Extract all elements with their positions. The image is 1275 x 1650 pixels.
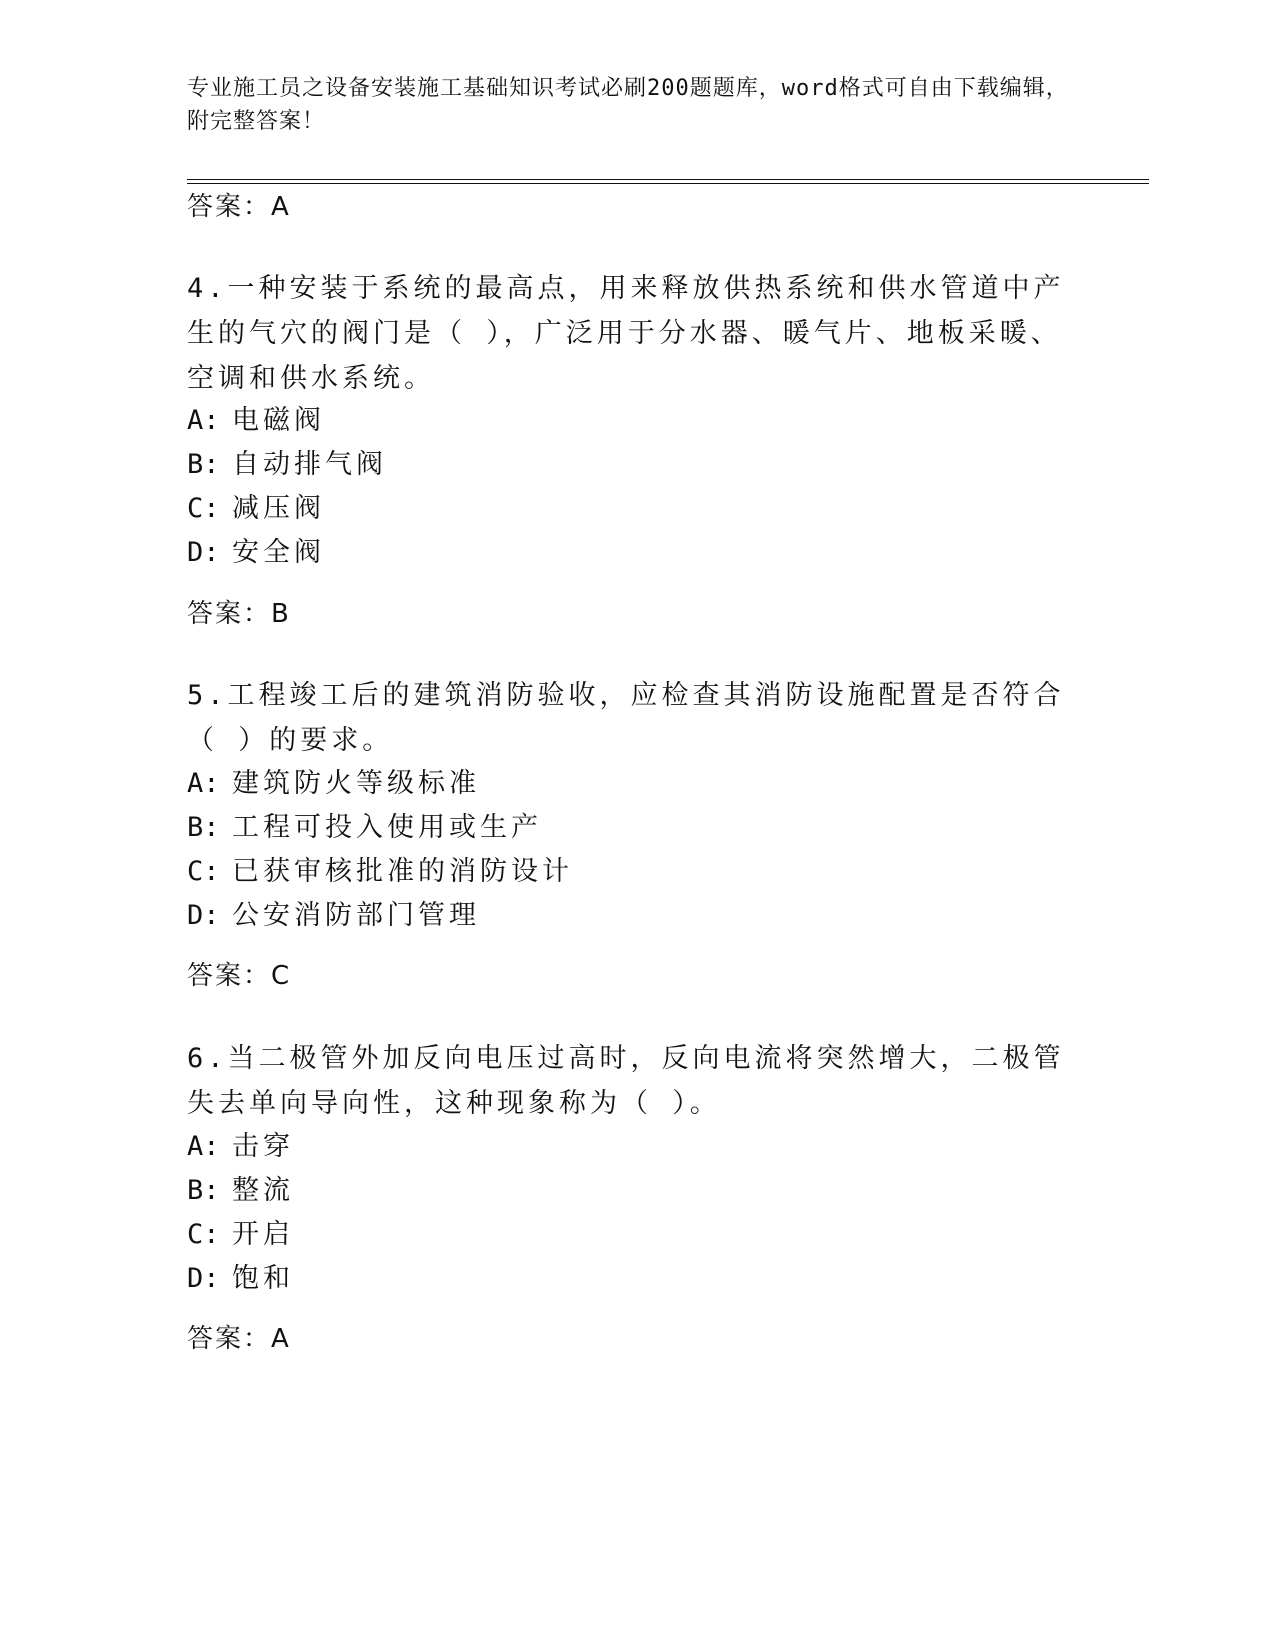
- option-letter: B:: [187, 812, 220, 843]
- question-text: 6.当二极管外加反向电压过高时，反向电流将突然增大，二极管失去单向导向性，这种现象称为（ ）。: [187, 1043, 1065, 1119]
- option-letter: B:: [187, 1175, 220, 1206]
- option-text: 开启: [232, 1219, 294, 1250]
- option-c: [187, 1212, 294, 1257]
- header-divider-top: [187, 179, 1149, 180]
- answer-line: 答案：C: [187, 961, 292, 991]
- option-letter: D:: [187, 1263, 220, 1294]
- option-d: [187, 893, 480, 938]
- option-text: 工程可投入使用或生产: [232, 812, 542, 843]
- option-b: [187, 442, 387, 487]
- option-text: 已获审核批准的消防设计: [232, 856, 573, 887]
- option-b: [187, 1168, 294, 1213]
- option-a: [187, 761, 480, 806]
- option-text: 饱和: [232, 1263, 294, 1294]
- option-letter: A:: [187, 768, 220, 799]
- option-a: [187, 1124, 294, 1169]
- question-text: 4.一种安装于系统的最高点，用来释放供热系统和供水管道中产生的气穴的阀门是（ ），广泛用于分水器、暖气片、地板采暖、空调和供水系统。: [187, 273, 1065, 394]
- option-text: 公安消防部门管理: [232, 900, 480, 931]
- option-text: 整流: [232, 1175, 294, 1206]
- option-letter: C:: [187, 493, 220, 524]
- option-text: 减压阀: [232, 493, 325, 524]
- option-text: 安全阀: [232, 537, 325, 568]
- option-c: [187, 486, 325, 531]
- option-a: [187, 398, 325, 443]
- option-letter: D:: [187, 900, 220, 931]
- option-letter: C:: [187, 1219, 220, 1250]
- header-divider-bottom: [187, 183, 1149, 184]
- option-text: 电磁阀: [232, 405, 325, 436]
- option-letter: A:: [187, 405, 220, 436]
- option-letter: C:: [187, 856, 220, 887]
- option-letter: A:: [187, 1131, 220, 1162]
- option-text: 建筑防火等级标准: [232, 768, 480, 799]
- option-letter: B:: [187, 449, 220, 480]
- document-header: 专业施工员之设备安装施工基础知识考试必刷200题题库，word格式可自由下载编辑，附完整答案！: [187, 76, 1069, 134]
- option-d: [187, 1256, 294, 1301]
- option-letter: D:: [187, 537, 220, 568]
- option-b: [187, 805, 542, 850]
- answer-line: 答案：A: [187, 192, 291, 222]
- option-d: [187, 530, 325, 575]
- option-text: 自动排气阀: [232, 449, 387, 480]
- question-text: 5.工程竣工后的建筑消防验收，应检查其消防设施配置是否符合（ ）的要求。: [187, 680, 1065, 756]
- option-text: 击穿: [232, 1131, 294, 1162]
- answer-line: 答案：A: [187, 1324, 291, 1354]
- answer-line: 答案：B: [187, 599, 291, 629]
- option-c: [187, 849, 573, 894]
